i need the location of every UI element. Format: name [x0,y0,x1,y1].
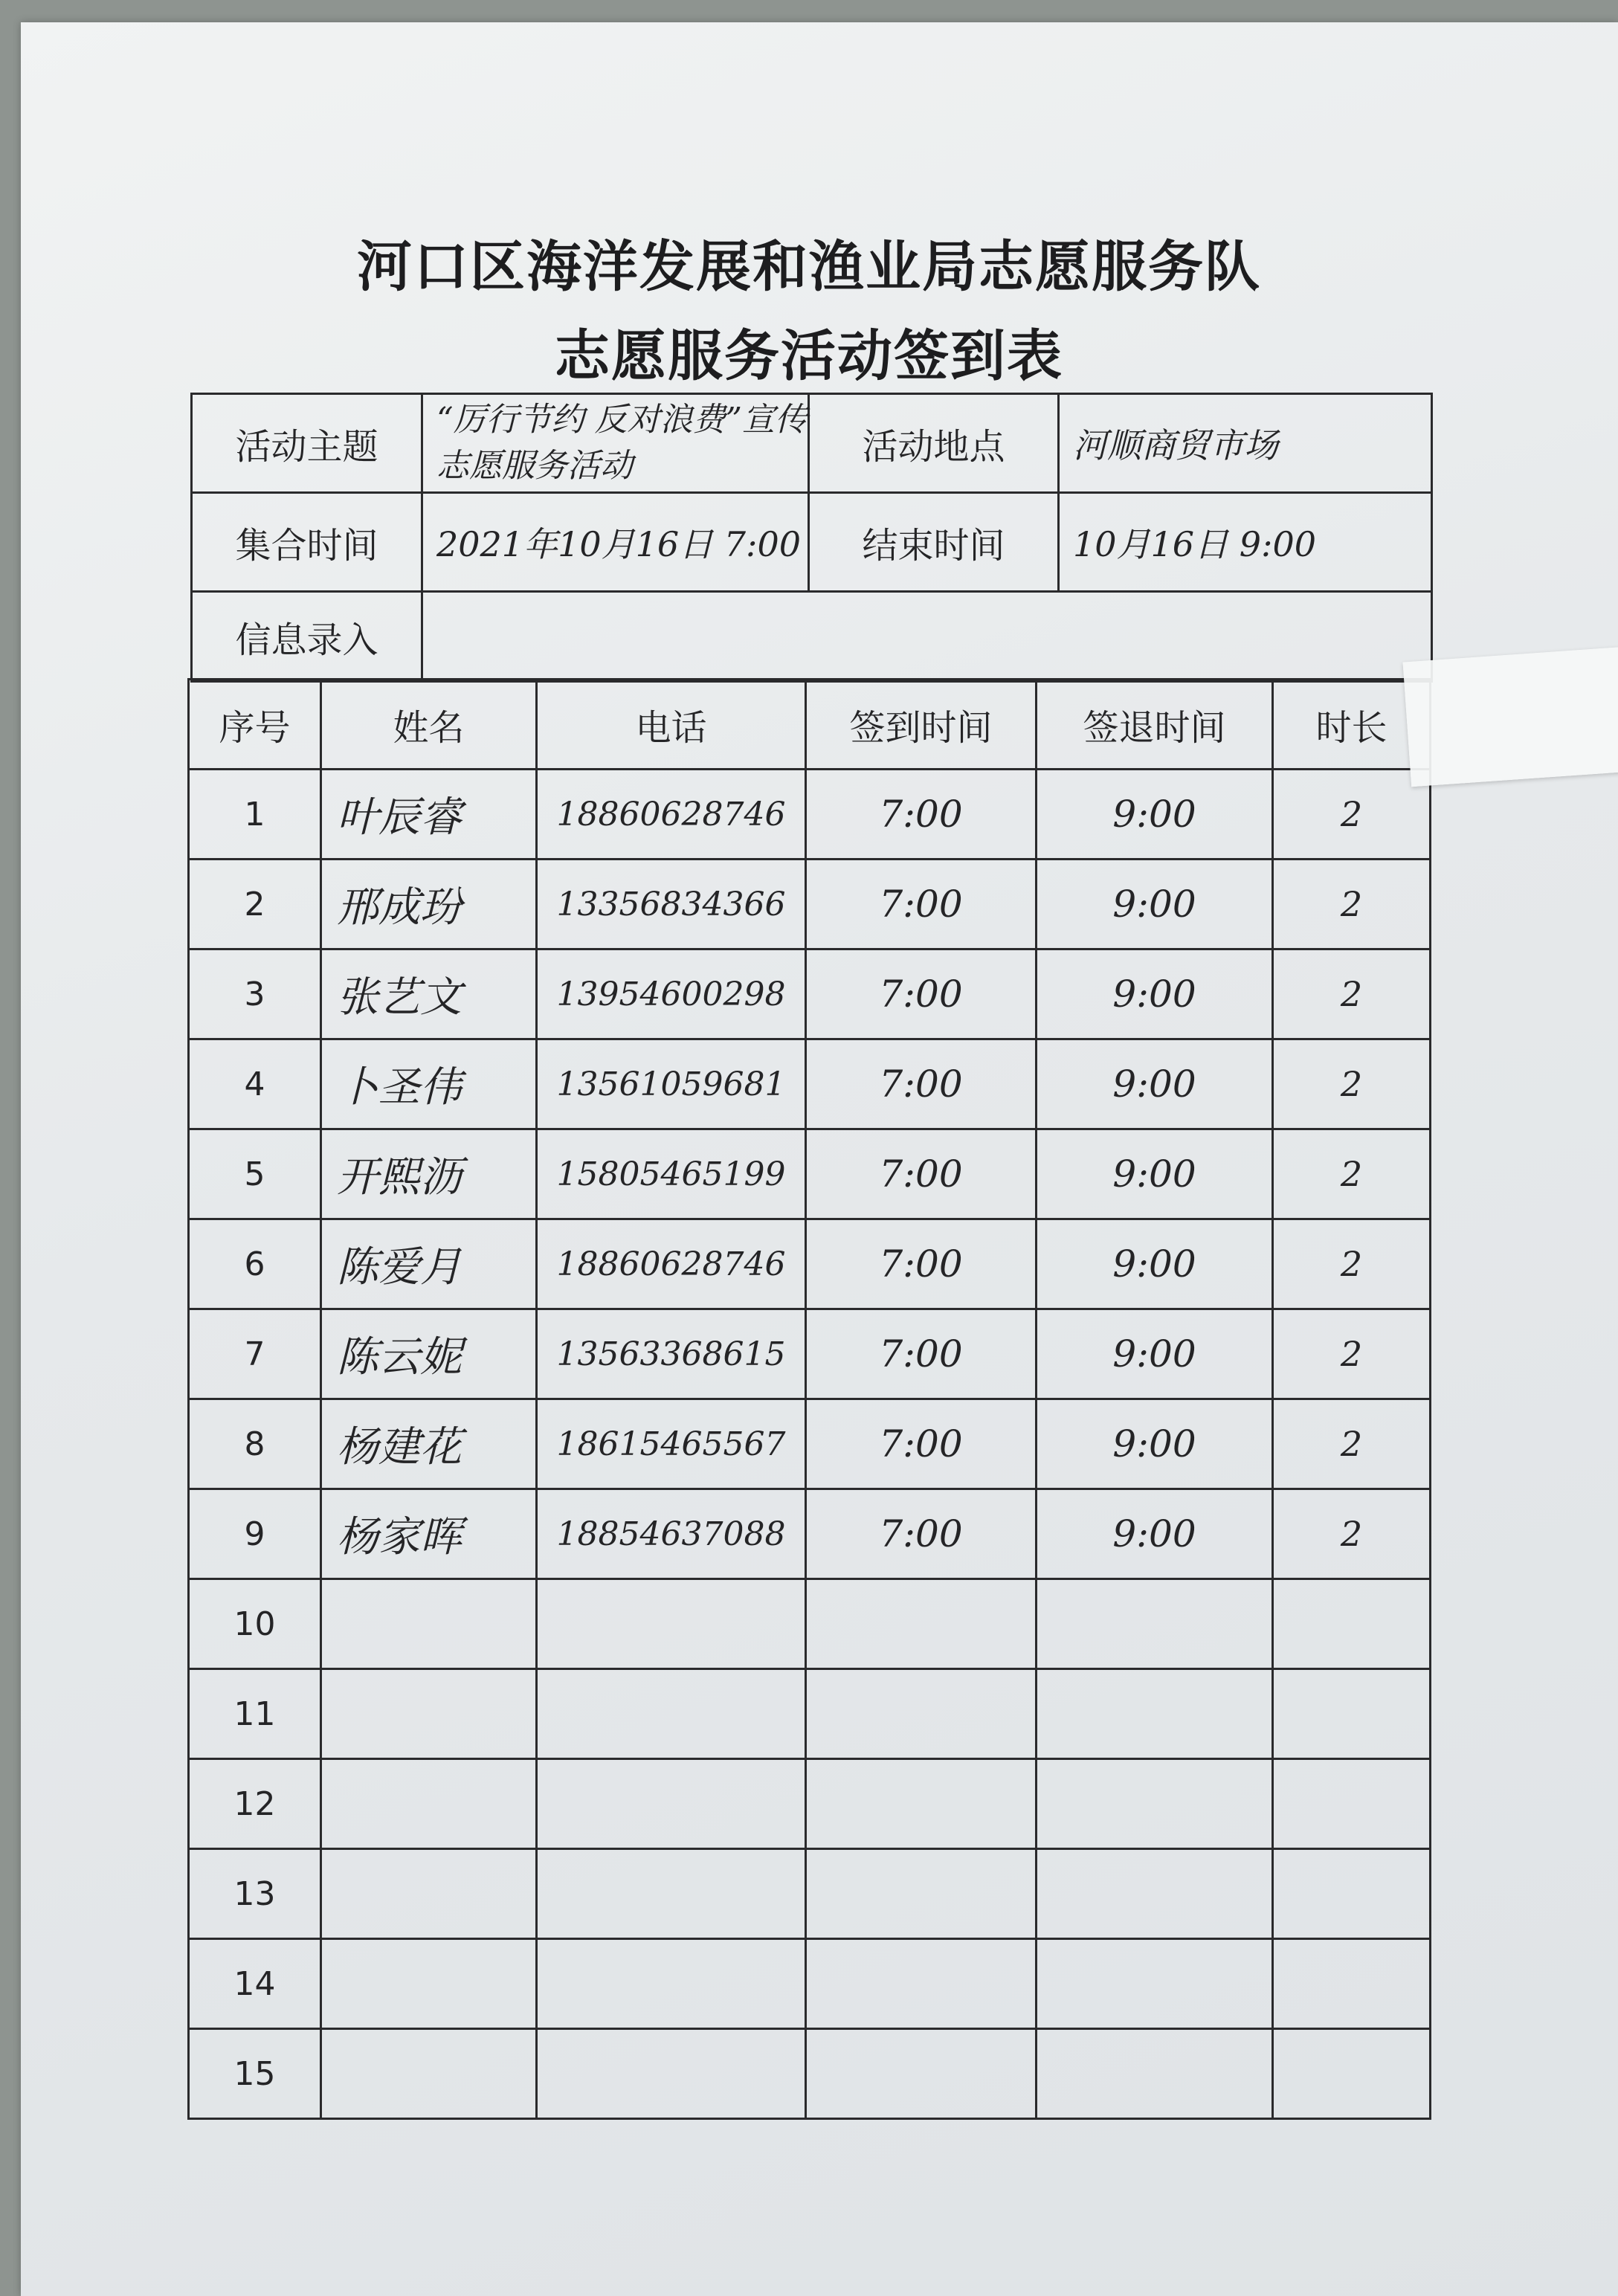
row-phone [537,1579,806,1669]
row-phone [537,1849,806,1939]
row-name: 开熙沥 [321,1129,537,1219]
col-header-signout: 签退时间 [1037,680,1273,770]
activity-info-table [190,393,1433,683]
end-time-value: 10月16日 9:00 [1059,493,1432,592]
table-row [189,1129,1431,1219]
row-phone: 18615465567 [537,1399,806,1489]
table-row [189,1219,1431,1309]
table-row [189,770,1431,860]
row-signin-time: 7:00 [806,1489,1037,1579]
row-signout-time: 9:00 [1037,770,1273,860]
table-row [189,1579,1431,1669]
row-name [321,2029,537,2119]
row-duration: 2 [1273,1399,1431,1489]
row-phone [537,2029,806,2119]
row-phone [537,1669,806,1759]
row-seq: 9 [189,1489,321,1579]
row-duration: 2 [1273,1039,1431,1129]
row-seq: 4 [189,1039,321,1129]
topic-label: 活动主题 [192,394,422,493]
row-name [321,1759,537,1849]
title-form: 志愿服务活动签到表 [555,324,1063,388]
row-seq: 10 [189,1579,321,1669]
row-seq: 6 [189,1219,321,1309]
row-phone: 18860628746 [537,1219,806,1309]
col-header-signin: 签到时间 [806,680,1037,770]
location-label: 活动地点 [809,394,1059,493]
row-duration: 2 [1273,949,1431,1039]
row-signin-time: 7:00 [806,1219,1037,1309]
row-phone: 13954600298 [537,949,806,1039]
title-organization: 河口区海洋发展和渔业局志愿服务队 [357,235,1261,299]
row-name [321,1579,537,1669]
row-signout-time: 9:00 [1037,1309,1273,1399]
row-signout-time [1037,1849,1273,1939]
row-duration [1273,1759,1431,1849]
row-seq: 13 [189,1849,321,1939]
row-duration: 2 [1273,1219,1431,1309]
row-phone [537,1759,806,1849]
row-signout-time: 9:00 [1037,949,1273,1039]
row-seq: 14 [189,1939,321,2029]
table-row [189,1489,1431,1579]
row-seq: 12 [189,1759,321,1849]
row-signout-time: 9:00 [1037,860,1273,949]
row-signout-time [1037,1759,1273,1849]
row-seq: 8 [189,1399,321,1489]
tape-strip [1403,647,1618,787]
row-signout-time [1037,1939,1273,2029]
col-header-phone: 电话 [537,680,806,770]
row-seq: 3 [189,949,321,1039]
row-name [321,1669,537,1759]
signin-table [187,678,1431,2120]
row-signin-time: 7:00 [806,949,1037,1039]
table-row [189,949,1431,1039]
row-signin-time: 7:00 [806,860,1037,949]
row-signin-time [806,1939,1037,2029]
row-signin-time [806,1669,1037,1759]
row-signin-time [806,1579,1037,1669]
table-row [189,1399,1431,1489]
gather-time-label: 集合时间 [192,493,422,592]
row-signout-time: 9:00 [1037,1489,1273,1579]
signin-rows [189,770,1431,2119]
row-phone: 15805465199 [537,1129,806,1219]
row-duration [1273,1579,1431,1669]
row-signout-time: 9:00 [1037,1399,1273,1489]
table-row [189,1039,1431,1129]
table-row [189,860,1431,949]
row-signout-time: 9:00 [1037,1219,1273,1309]
row-seq: 2 [189,860,321,949]
col-header-name: 姓名 [321,680,537,770]
row-seq: 11 [189,1669,321,1759]
table-row [189,1849,1431,1939]
table-row [189,1309,1431,1399]
table-row [189,1939,1431,2029]
row-signin-time [806,1849,1037,1939]
row-name: 卜圣伟 [321,1039,537,1129]
row-signout-time [1037,2029,1273,2119]
row-signout-time [1037,1579,1273,1669]
row-name [321,1939,537,2029]
end-time-label: 结束时间 [809,493,1059,592]
row-duration: 2 [1273,1309,1431,1399]
row-signout-time [1037,1669,1273,1759]
row-duration: 2 [1273,770,1431,860]
row-seq: 7 [189,1309,321,1399]
row-seq: 5 [189,1129,321,1219]
row-seq: 15 [189,2029,321,2119]
row-name: 陈爱月 [321,1219,537,1309]
row-signin-time: 7:00 [806,770,1037,860]
row-name: 叶辰睿 [321,770,537,860]
location-value: 河顺商贸市场 [1059,394,1432,493]
row-seq: 1 [189,770,321,860]
row-duration [1273,1849,1431,1939]
row-phone: 18860628746 [537,770,806,860]
topic-value: “厉行节约 反对浪费”宣传志愿服务活动 [422,394,809,493]
row-signin-time [806,2029,1037,2119]
col-header-seq: 序号 [189,680,321,770]
row-signin-time [806,1759,1037,1849]
row-duration: 2 [1273,1129,1431,1219]
row-duration [1273,2029,1431,2119]
row-signout-time: 9:00 [1037,1039,1273,1129]
gather-time-value: 2021年10月16日 7:00 [422,493,809,592]
row-phone: 13563368615 [537,1309,806,1399]
row-phone: 18854637088 [537,1489,806,1579]
row-duration [1273,1939,1431,2029]
row-signin-time: 7:00 [806,1039,1037,1129]
table-row [189,2029,1431,2119]
row-name: 邢成玢 [321,860,537,949]
row-name: 杨家晖 [321,1489,537,1579]
row-name: 陈云妮 [321,1309,537,1399]
row-duration: 2 [1273,1489,1431,1579]
row-phone: 13356834366 [537,860,806,949]
row-name [321,1849,537,1939]
row-duration: 2 [1273,860,1431,949]
row-name: 张艺文 [321,949,537,1039]
col-header-duration: 时长 [1273,680,1431,770]
info-entry-value [422,592,1432,682]
row-signin-time: 7:00 [806,1399,1037,1489]
row-signout-time: 9:00 [1037,1129,1273,1219]
row-signin-time: 7:00 [806,1129,1037,1219]
row-signin-time: 7:00 [806,1309,1037,1399]
row-duration [1273,1669,1431,1759]
row-phone [537,1939,806,2029]
table-row [189,1669,1431,1759]
table-row [189,1759,1431,1849]
row-name: 杨建花 [321,1399,537,1489]
row-phone: 13561059681 [537,1039,806,1129]
info-entry-label: 信息录入 [192,592,422,682]
